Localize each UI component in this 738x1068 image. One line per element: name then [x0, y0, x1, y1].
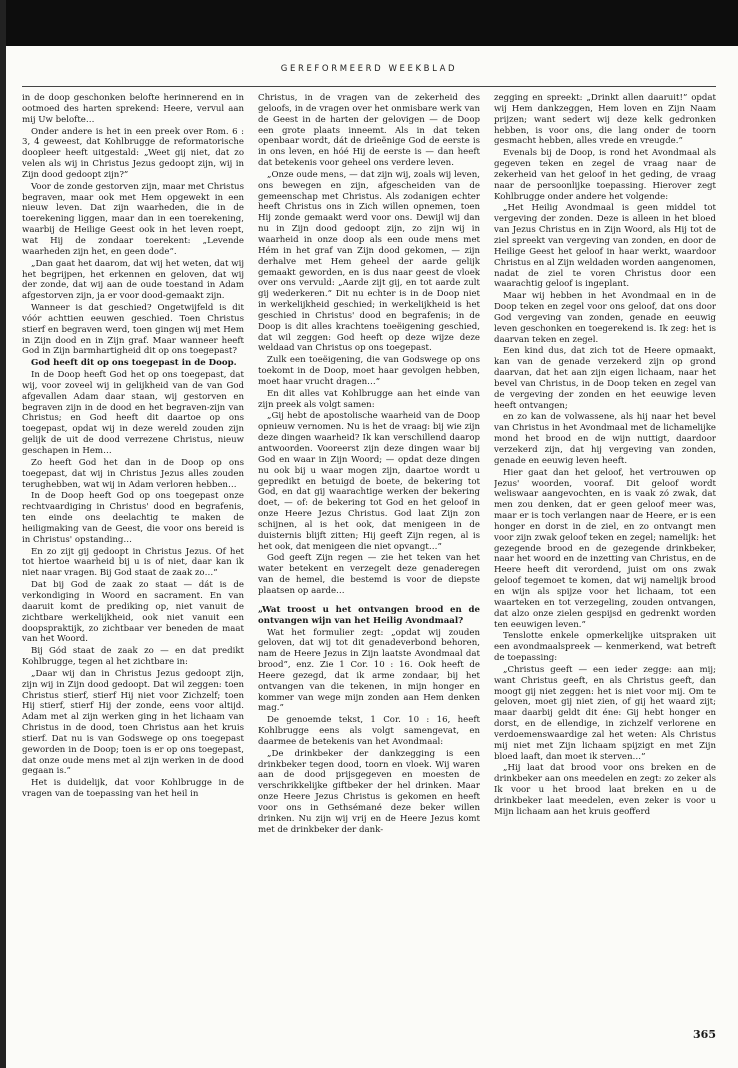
paragraph: Wat het formulier zegt: „opdat wij zouden geloven, dat wij tot dit genadeverbond behoren, nam de Heere Jezus in Zijn laatste Avondmaal dat brood”, enz. Zie 1 Cor. 10 : 16. Ook heeft de Heere gezegd, dat ik arme zondaar, bij het ontvangen van die tekenen, in mijn honger en kommer van wege mijn zonden aan Hem denken mag.” — [258, 627, 480, 714]
column-middle — [258, 93, 480, 1025]
paragraph: God heeft dit op ons toegepast in de Doop. — [31, 358, 237, 369]
paragraph: Bij Gód staat de zaak zo — en dat predikt Kohlbrugge, tegen al het zichtbare in: — [22, 646, 244, 668]
paragraph: Voor de zonde gestorven zijn, maar met Christus begraven, maar ook met Hem opgewekt in een nieuw leven. Dat zijn waarheden, die in de toerekening liggen, maar dan in een toerekening, waarbij de Heilige Geest ook in het leven roept, wat Hij de zondaar toerekent: „Levende waarheden zijn het, en geen dode”. — [22, 181, 244, 257]
paragraph: God geeft Zijn regen — zie het teken van het water betekent en verzegelt deze genaderegen van de hemel, die bestemd is voor de diepste plaatsen op aarde… — [258, 553, 480, 596]
paragraph: „Hij laat dat brood voor ons breken en de drinkbeker aan ons meedelen en zegt: zo zeker als Ik voor u het brood laat breken en u de drinkbeker laat meedelen, even zeker is voor u Mijn lichaam aan het kruis geofferd — [494, 763, 716, 817]
paragraph: Christus, in de vragen van de zekerheid des geloofs, in de vragen over het onmisbare werk van de Geest in de harten der gelovigen — de Doop een grote plaats inneemt. Als in dat teken openbaar wordt, dát de drieënige God de eerste is in ons leven, en hóé Hij de eerste is — dan heeft dat betekenis voor geheel ons verdere leven. — [258, 93, 480, 169]
paragraph: „Christus geeft — een ieder zegge: aan mij; want Christus geeft, en als Christus geeft, dan moogt gij niet zeggen: het is niet voor mij. Om te geloven, moet gij niet zien, of gij het waard zijt; maar daarbij geldt dit éne: Gij hebt honger en dorst, en de ellendige, in zichzelf verlorene en verdoemenswaardige zal het weten: Als Christus mij niet met Zijn lichaam spijzigt en met Zijn bloed laaft, dan moet ik sterven…” — [494, 664, 716, 762]
paragraph: Zulk een toeëigening, die van Godswege op ons toekomt in de Doop, moet haar gevolgen hebben, moet haar vrucht dragen…” — [258, 355, 480, 387]
paragraph: En zo zijt gij gedoopt in Christus Jezus. Of het tot hiertoe waarheid bij u is of niet, daar kan ik niet naar vragen. Bij God staat de zaak zo…” — [22, 546, 244, 579]
column-left — [22, 93, 244, 1025]
header-rule — [22, 86, 716, 87]
scan-dark-edge-top — [0, 0, 738, 46]
paragraph: In de Doop heeft God het op ons toegepast, dat wij, voor zoveel wij in gelijkheid van de van God afgevallen Adam daar staan, wij gestorven en begraven zijn in de dood en het begraven-zijn van Christus; en God heeft dit daartoe op ons toegepast, opdat wij in deze wereld zouden zijn gelijk de uit de dood verrezene Christus, nieuw geschapen in Hem… — [22, 370, 244, 456]
paragraph: „Het Heilig Avondmaal is geen middel tot vergeving der zonden. Deze is alleen in het bloed van Jezus Christus en in Zijn Woord, als Hij tot de ziel spreekt van vergeving van zonden, en door de Heilige Geest het geloof in haar werkt, waardoor Christus en al Zijn weldaden worden aangenomen, nadat de ziel te voren Christus door een waarachtig geloof is ingeplant. — [494, 203, 716, 290]
page-header: GEREFORMEERD WEEKBLAD — [280, 64, 458, 74]
paragraph: Het is duidelijk, dat voor Kohlbrugge in de vragen van de toepassing van het heil in — [22, 778, 244, 800]
paragraph: In de Doop heeft God op ons toegepast onze rechtvaardiging in Christus' dood en begrafenis, ten einde ons deelachtig te maken de heiligmaking van de Geest, die voor ons bereid is in Christus' opstanding… — [22, 491, 244, 545]
paragraph: Dat bij God de zaak zo staat — dát is de verkondiging in Woord en sacrament. En van daaruit komt de prediking op, niet vanuit de zichtbare werkelijkheid, ook niet vanuit een doopspraktijk, zo zichtbaar ver beneden de maat van het Woord. — [22, 580, 244, 645]
paragraph: in de doop geschonken belofte herinnerend en in ootmoed des harten sprekend: Heere, vervul aan mij Uw belofte… — [22, 93, 244, 125]
paragraph: zegging en spreekt: „Drinkt allen daaruit!” opdat wij Hem dankzeggen, Hem loven en Zijn Naam prijzen; want sedert wij deze kelk gedronken hebben, is voor ons, die lang onder de toorn gesmacht hebben, alles vrede en vreugde.” — [494, 93, 716, 147]
paragraph: „Daar wij dan in Christus Jezus gedoopt zijn, zijn wij in Zijn dood gedoopt. Dat wil zeggen: toen Christus stierf, stierf Hij niet voor Zichzelf; toen Hij stierf, stierf Hij der zonde, eens voor altijd. Adam met al zijn werken ging in het lichaam van Christus in de dood, toen Christus aan het kruis stierf. Dat nu is van Godswege op ons toegepast geworden in de Doop; toen is er op ons toegepast, dat onze oude mens met al zijn werken in de dood gegaan is.” — [22, 668, 244, 777]
paragraph: en zo kan de volwassene, als hij naar het bevel van Christus in het Avondmaal met de lichamelijke mond het brood en de wijn nuttigt, daardoor verzekerd zijn, dat hij vergeving van zonden, genade en eeuwig leven heeft. — [494, 412, 716, 466]
paragraph: De genoemde tekst, 1 Cor. 10 : 16, heeft Kohlbrugge eens als volgt samengevat, en daarmee de betekenis van het Avondmaal: — [258, 715, 480, 747]
paragraph: Evenals bij de Doop, is rond het Avondmaal als gegeven teken en zegel de vraag naar de zekerheid van het geloof in het geding, de vraag naar de persoonlijke toepassing. Hierover zegt Kohlbrugge onder andere het volgende: — [494, 148, 716, 202]
paragraph: Hier gaat dan het geloof, het vertrouwen op Jezus' woorden, vooraf. Dit geloof wordt weliswaar aangevochten, en is vaak zó zwak, dat men zou denken, dat er geen geloof meer was, maar er is toch verlangen naar de Heere, er is een honger en dorst in de ziel, en zo ontvangt men voor zijn zwak geloof teken en zegel; namelijk: het gezegende brood en de gezegende drinkbeker, naar het woord en de inzetting van Christus, en de Heere heeft dit verordend, juist om ons zwak geloof tegemoet te komen, dat wij namelijk brood en wijn als spijze voor het lichaam, tot een waarteken en tot verzegeling, zouden ontvangen, dat alzo onze zielen gespijsd en gedrenkt worden ten eeuwigen leven.” — [494, 467, 716, 630]
paragraph: Wanneer is dat geschied? Ongetwijfeld is dit vóór achttien eeuwen geschied. Toen Christus stierf en begraven werd, toen gingen wij met Hem in Zijn dood en in Zijn graf. Maar wanneer heeft God in Zijn barmhartigheid dit op ons toegepast? — [22, 303, 244, 357]
paragraph: „Onze oude mens, — dat zijn wij, zoals wij leven, ons bewegen en zijn, afgescheiden van de gemeenschap met Christus. Als zodanigen echter heeft Christus ons in Zich willen opnemen, toen Hij zonde gemaakt werd voor ons. Dewijl wij dan nu in Zijn dood gedoopt zijn, zo zijn wij in waarheid in onze doop als een oude mens met Hém in het graf van Zijn dood gekomen, — zijn derhalve met Hem geheel der aarde gelijk gemaakt geworden, en is dus naar geest de vloek over ons vervuld: „Aarde zijt gij, en tot aarde zult gij wederkeren.” Dit nu echter is in de Doop niet in werkelijkheid geschied; in werkelijkheid is het geschied in Christus' dood en begrafenis; in de Doop is dit alles krachtens toeëigening geschied, dat wil zeggen: God heeft op deze wijze deze weldaad van Christus op ons toegepast. — [258, 169, 480, 354]
paragraph: „De drinkbeker der dankzegging is een drinkbeker tegen dood, toorn en vloek. Wij waren aan de dood prijsgegeven en moesten de verschrikkelijke giftbeker der hel drinken. Maar onze Heere Jezus Christus is gekomen en heeft voor ons in Gethsémané deze beker willen drinken. Nu zijn wij vrij en de Heere Jezus komt met de drinkbeker der dank- — [258, 748, 480, 835]
paragraph: En dit alles vat Kohlbrugge aan het einde van zijn preek als volgt samen: — [258, 388, 480, 410]
paragraph: Een kind dus, dat zich tot de Heere opmaakt, kan van de genade verzekerd zijn op grond daarvan, dat het aan zijn eigen lichaam, naar het bevel van Christus, in de Doop teken en zegel van de vergeving der zonden en het eeuwige leven heeft ontvangen; — [494, 346, 716, 411]
page-number: 365 — [693, 1028, 716, 1041]
section-heading: „Wat troost u het ontvangen brood en de ontvangen wijn van het Heilig Avondmaal? — [258, 604, 480, 626]
column-right — [494, 93, 716, 1025]
article-body — [22, 93, 716, 1025]
paragraph: „Gij hebt de apostolische waarheid van de Doop opnieuw vernomen. Nu is het de vraag: bij wie zijn deze dingen waarheid? Ik kan verschillend daarop antwoorden. Vooreerst zijn deze dingen waar bij God en waar in Zijn Woord; — opdat deze dingen nu ook bij u waar mogen zijn, daartoe wordt u gepredikt en betuigd de boete, de bekering tot God, en dat gij waarachtige werken der bekering doet, — of: de bekering tot God en het geloof in onze Heere Jezus Christus. God laat Zijn zon schijnen, al is het ook, dat menigeen in de duisternis blijft zitten; Hij geeft Zijn regen, al is het ook, dat menigeen die niet opvangt…” — [258, 411, 480, 552]
paragraph: Zo heeft God het dan in de Doop op ons toegepast, dat wij in Christus Jezus alles zouden terughebben, wat wij in Adam verloren hebben… — [22, 457, 244, 490]
paragraph: Tenslotte enkele opmerkelijke uitspraken uit een avondmaalspreek — kenmerkend, wat betreft de toepassing: — [494, 631, 716, 664]
scan-dark-edge-left — [0, 0, 6, 1068]
paragraph: „Dan gaat het daarom, dat wij het weten, dat wij het begrijpen, het erkennen en geloven, dat wij der zonde, dat wij aan de oude toestand in Adam afgestorven zijn, ja er voor dood-gemaakt zijn. — [22, 258, 244, 302]
paragraph: Onder andere is het in een preek over Rom. 6 : 3, 4 geweest, dat Kohlbrugge de reformatorische doopleer heeft uitgestald: „Weet gij niet, dat zo velen als wij in Christus Jezus gedoopt zijn, wij in Zijn dood gedoopt zijn?” — [22, 126, 244, 180]
paragraph: Maar wij hebben in het Avondmaal en in de Doop teken en zegel voor ons geloof, dat ons door God vergeving van zonden, genade en eeuwig leven geschonken en toegerekend is. Ik zeg: het is daarvan teken en zegel. — [494, 291, 716, 345]
